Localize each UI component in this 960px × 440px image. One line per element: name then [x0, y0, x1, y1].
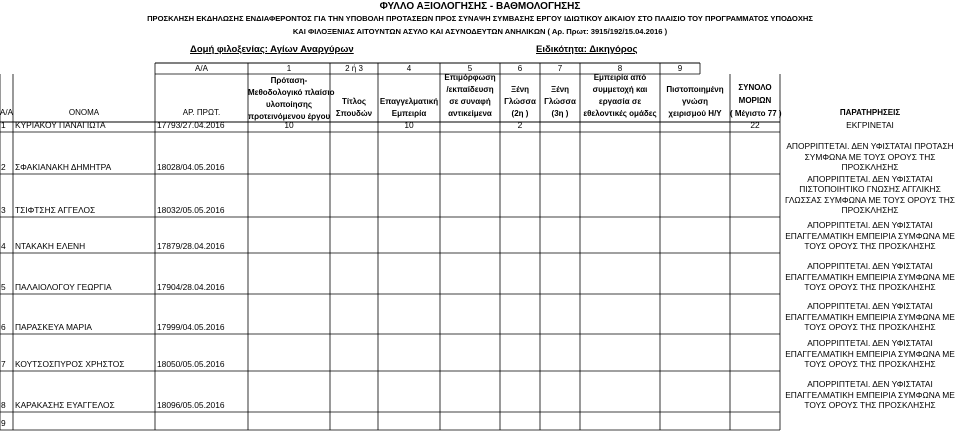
- row-aa: 1: [1, 120, 6, 130]
- criteria-number: 8: [617, 64, 623, 73]
- row-name: ΠΑΛΑΙΟΛΟΓΟΥ ΓΕΩΡΓΙΑ: [15, 282, 112, 292]
- row-total: 22: [750, 120, 760, 130]
- header-aa: Α/Α: [0, 108, 13, 117]
- row-name: ΤΣΙΦΤΣΗΣ ΑΓΓΕΛΟΣ: [15, 205, 96, 215]
- row-name: ΣΦΑΚΙΑΝΑΚΗ ΔΗΜΗΤΡΑ: [15, 162, 112, 172]
- sheet-title: ΦΥΛΛΟ ΑΞΙΟΛΟΓΗΣΗΣ - ΒΑΘΜΟΛΟΓΗΣΗΣ: [379, 1, 581, 12]
- header-c1-line: Μεθοδολογικό πλαίσιο: [248, 88, 335, 97]
- row-protocol: 18096/05.05.2016: [157, 400, 225, 410]
- header-c4-line: αντικείμενα: [448, 109, 492, 118]
- criteria-number: 9: [677, 64, 683, 73]
- header-c8-line: γνώση: [681, 97, 708, 106]
- row-remarks: ΑΠΟΡΡΙΠΤΕΤΑΙ. ΔΕΝ ΥΦΙΣΤΑΤΑΙ ΠΙΣΤΟΠΟΙΗΤΙΚΟ ΓΝΩΣΗΣ ΑΓΓΛΙΚΗΣ ΓΛΩΣΣΑΣ ΣΥΜΦΩΝΑ ΜΕ ΤΟΥΣ ΟΡΟΥΣ ΤΗΣ ΠΡΟΣΚΛΗΣΗΣ: [785, 173, 955, 216]
- row-aa: 3: [1, 205, 6, 215]
- row-protocol: 18032/05.05.2016: [157, 205, 225, 215]
- row-name: ΚΥΡΙΑΚΟΥ ΠΑΝΑΓΙΩΤΑ: [15, 120, 106, 130]
- header-c5-line: (2η ): [511, 109, 529, 118]
- row-aa: 4: [1, 241, 6, 251]
- header-c7-line: εργασία σε: [598, 97, 642, 106]
- row-protocol: 17793/27.04.2016: [157, 120, 225, 130]
- header-c5-line: Ξένη: [510, 85, 530, 94]
- row-protocol: 17879/28.04.2016: [157, 241, 225, 251]
- header-c1-line: Πρόταση-: [270, 76, 308, 85]
- row-remarks: ΑΠΟΡΡΙΠΤΕΤΑΙ. ΔΕΝ ΥΦΙΣΤΑΤΑΙ ΠΡΟΤΑΣΗ ΣΥΜΦΩΝΑ ΜΕ ΤΟΥΣ ΟΡΟΥΣ ΤΗΣ ΠΡΟΣΚΛΗΣΗΣ: [786, 141, 954, 173]
- row-remarks: ΑΠΟΡΡΙΠΤΕΤΑΙ. ΔΕΝ ΥΦΙΣΤΑΤΑΙ ΕΠΑΓΓΕΛΜΑΤΙΚΗ ΕΜΠΕΙΡΙΑ ΣΥΜΦΩΝΑ ΜΕ ΤΟΥΣ ΟΡΟΥΣ ΤΗΣ ΠΡΟΣΚΛΗΣΗΣ: [785, 379, 955, 411]
- header-c3-line: Επαγγελματική: [379, 97, 439, 106]
- header-c5-line: Γλώσσα: [504, 97, 536, 106]
- row-aa: 7: [1, 359, 6, 369]
- header-c6-line: Ξένη: [550, 85, 570, 94]
- header-c6-line: Γλώσσα: [544, 97, 576, 106]
- criteria-number: 2 ή 3: [345, 64, 363, 73]
- header-total-line: ( Μέγιστο 77 ): [730, 109, 782, 118]
- header-total-line: ΜΟΡΙΩΝ: [738, 96, 772, 105]
- row-remarks: ΑΠΟΡΡΙΠΤΕΤΑΙ. ΔΕΝ ΥΦΙΣΤΑΤΑΙ ΕΠΑΓΓΕΛΜΑΤΙΚΗ ΕΜΠΕΙΡΙΑ ΣΥΜΦΩΝΑ ΜΕ ΤΟΥΣ ΟΡΟΥΣ ΤΗΣ ΠΡΟΣΚΛΗΣΗΣ: [785, 338, 955, 370]
- facility-label: Δομή φιλοξενίας: Αγίων Αναργύρων: [190, 44, 354, 55]
- row-score-c5: 2: [517, 120, 523, 130]
- criteria-aa-label: Α/Α: [195, 64, 208, 73]
- row-name: ΝΤΑΚΑΚΗ ΕΛΕΝΗ: [15, 241, 86, 251]
- row-remarks: ΑΠΟΡΡΙΠΤΕΤΑΙ. ΔΕΝ ΥΦΙΣΤΑΤΑΙ ΕΠΑΓΓΕΛΜΑΤΙΚΗ ΕΜΠΕΙΡΙΑ ΣΥΜΦΩΝΑ ΜΕ ΤΟΥΣ ΟΡΟΥΣ ΤΗΣ ΠΡΟΣΚΛΗΣΗΣ: [785, 261, 955, 293]
- invitation-line-1: ΠΡΟΣΚΛΗΣΗ ΕΚΔΗΛΩΣΗΣ ΕΝΔΙΑΦΕΡΟΝΤΟΣ ΓΙΑ ΤΗΝ ΥΠΟΒΟΛΗ ΠΡΟΤΑΣΕΩΝ ΠΡΟΣ ΣΥΝΑΨΗ ΣΥΜΒΑΣΗΣ ΕΡΓΟΥ ΙΔΙΩΤΙΚΟΥ ΔΙΚΑΙΟΥ ΣΤΟ ΠΛΑΙΣΙΟ ΤΟΥ ΠΡΟΓΡΑΜΜΑΤΟΣ ΥΠΟΔΟΧΗΣ: [147, 14, 813, 23]
- header-c7-line: Εμπειρία από: [593, 73, 647, 82]
- row-aa: 2: [1, 162, 6, 172]
- row-remarks: ΑΠΟΡΡΙΠΤΕΤΑΙ. ΔΕΝ ΥΦΙΣΤΑΤΑΙ ΕΠΑΓΓΕΛΜΑΤΙΚΗ ΕΜΠΕΙΡΙΑ ΣΥΜΦΩΝΑ ΜΕ ΤΟΥΣ ΟΡΟΥΣ ΤΗΣ ΠΡΟΣΚΛΗΣΗΣ: [785, 301, 955, 333]
- header-c7-line: εθελοντικές ομάδες: [583, 109, 657, 118]
- row-remarks: ΑΠΟΡΡΙΠΤΕΤΑΙ. ΔΕΝ ΥΦΙΣΤΑΤΑΙ ΕΠΑΓΓΕΛΜΑΤΙΚΗ ΕΜΠΕΙΡΙΑ ΣΥΜΦΩΝΑ ΜΕ ΤΟΥΣ ΟΡΟΥΣ ΤΗΣ ΠΡΟΣΚΛΗΣΗΣ: [785, 220, 955, 252]
- criteria-number: 6: [517, 64, 523, 73]
- criteria-number: 7: [557, 64, 563, 73]
- header-total-line: ΣΥΝΟΛΟ: [738, 83, 772, 92]
- row-score-c1: 10: [284, 120, 294, 130]
- header-c2-line: Σπουδών: [335, 109, 373, 118]
- criteria-number: 1: [286, 64, 292, 73]
- row-name: ΠΑΡΑΣΚΕΥΑ ΜΑΡΙΑ: [15, 322, 93, 332]
- row-remarks: ΕΚΓΡΙΝΕΤΑΙ: [846, 120, 894, 131]
- row-protocol: 17904/28.04.2016: [157, 282, 225, 292]
- row-aa: 5: [1, 282, 6, 292]
- header-c8-line: Πιστοποιημένη: [666, 85, 724, 94]
- header-remarks: ΠΑΡΑΤΗΡΗΣΕΙΣ: [839, 108, 901, 117]
- row-name: ΚΑΡΑΚΑΣΗΣ ΕΥΑΓΓΕΛΟΣ: [15, 400, 115, 410]
- header-protocol: ΑΡ. ΠΡΩΤ.: [182, 108, 221, 117]
- header-name: ΟΝΟΜΑ: [68, 108, 100, 117]
- header-c4-line: /εκπαίδευση: [446, 85, 494, 94]
- header-c8-line: χειρισμού Η/Υ: [668, 109, 722, 118]
- row-aa: 8: [1, 400, 6, 410]
- row-score-c3: 10: [404, 120, 414, 130]
- criteria-number: 4: [406, 64, 412, 73]
- header-c4-line: σε συναφή: [449, 97, 491, 106]
- header-c1-line: υλοποίησης: [265, 100, 313, 109]
- row-protocol: 18028/04.05.2016: [157, 162, 225, 172]
- criteria-number: 5: [467, 64, 473, 73]
- header-c4-line: Επιμόρφωση: [444, 73, 496, 82]
- header-c2-line: Τίτλος: [341, 97, 367, 106]
- row-name: ΚΟΥΤΣΟΣΠΥΡΟΣ ΧΡΗΣΤΟΣ: [15, 359, 125, 369]
- header-c7-line: συμμετοχή και: [592, 85, 648, 94]
- specialty-label: Ειδικότητα: Δικηγόρος: [536, 44, 638, 55]
- header-c6-line: (3η ): [551, 109, 569, 118]
- row-aa: 9: [1, 418, 6, 428]
- row-protocol: 18050/05.05.2016: [157, 359, 225, 369]
- invitation-line-2: ΚΑΙ ΦΙΛΟΞΕΝΙΑΣ ΑΙΤΟΥΝΤΩΝ ΑΣΥΛΟ ΚΑΙ ΑΣΥΝΟΔΕΥΤΩΝ ΑΝΗΛΙΚΩΝ ( Αρ. Πρωτ: 3915/192/15.04.2016 ): [292, 27, 668, 36]
- row-aa: 6: [1, 322, 6, 332]
- row-protocol: 17999/04.05.2016: [157, 322, 225, 332]
- header-c1-line: προτεινόμενου έργου: [248, 112, 331, 121]
- header-c3-line: Εμπειρία: [391, 109, 427, 118]
